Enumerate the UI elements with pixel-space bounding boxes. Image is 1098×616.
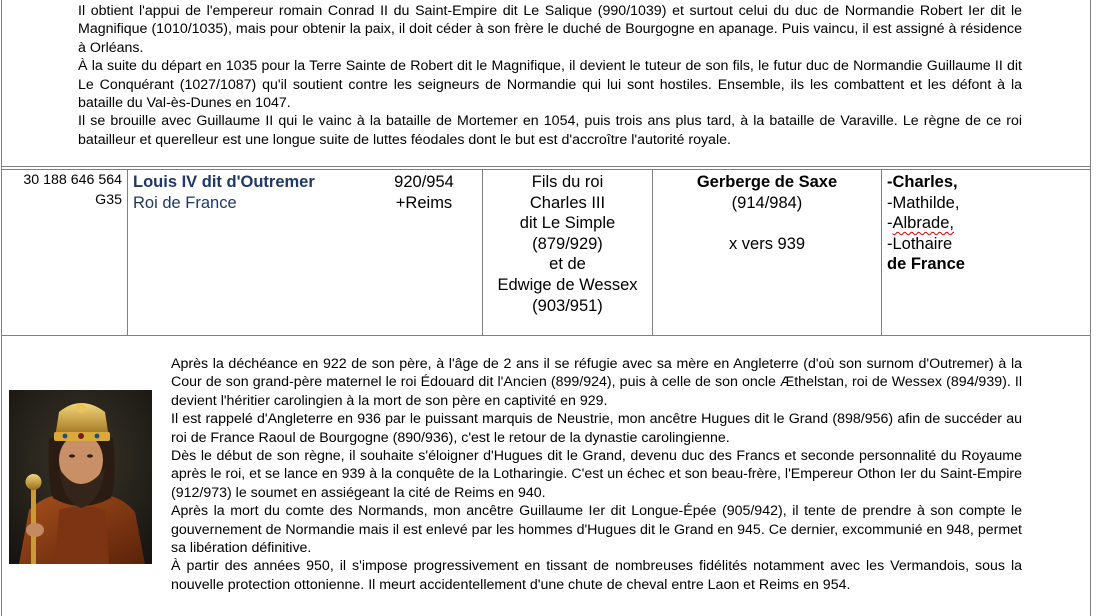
parents-cell — [483, 172, 652, 316]
child-item-continuation: de France — [887, 255, 965, 274]
bio-paragraph: À partir des années 950, il s'impose progressivement en tissant de nombreuses fidélités notamment avec les Vermandois, sous la nouvelle protection ottonienne. Il meurt accidentellement d'une chute de cheval entre Laon et Reims en 954. — [171, 558, 1022, 593]
dates-cell — [368, 172, 480, 213]
paragraph: Il obtient l'appui de l'empereur romain Conrad II du Saint-Empire dit Le Salique (990/1039) et surtout celui du duc de Normandie Robert Ier dit le Magnifique (1010/1035), mais pour obtenir la paix, il doit céder à son frère le duché de Bourgogne en apanage. Puis vaincu, il est assigné à résidence à Orléans. — [78, 3, 1022, 56]
bio-paragraph: Il est rappelé d'Angleterre en 936 par le puissant marquis de Neustrie, mon ancêtre Hugues dit le Grand (898/956) afin de succéder au roi de France Raoul de Bourgogne (890/936), c'est le retour de la dynastie carolingienne. — [171, 411, 1022, 446]
biography — [171, 355, 1022, 594]
parents-line: Edwige de Wessex — [497, 275, 638, 294]
generation-label: G35 — [95, 191, 122, 208]
col-divider-1 — [127, 170, 128, 335]
col-divider-4 — [881, 170, 882, 335]
spouse-name: Gerberge de Saxe — [696, 173, 838, 191]
parents-line: Fils du roi — [531, 173, 604, 191]
child-item: -Charles, — [887, 173, 958, 191]
parents-line: dit Le Simple — [519, 214, 616, 233]
row-separator-top — [1, 166, 1091, 170]
table-border-left — [1, 0, 2, 616]
bio-paragraph: Après la mort du comte des Normands, mon ancêtre Guillaume Ier dit Longue-Épée (905/942), il tente de prendre à son compte le gouvernement de Normandie mais il est enlevé par les hommes d'Hugues dit le Grand en 945. Ce dernier, excommunié en 948, permet sa libération définitive. — [171, 503, 1022, 557]
child-name-misspelled: Albrade, — [892, 214, 954, 233]
child-item: -Lothaire — [887, 234, 953, 253]
top-paragraphs — [78, 2, 1022, 149]
child-item: -Mathilde, — [887, 193, 960, 212]
parents-line: (879/929) — [532, 234, 603, 253]
parents-line: Charles III — [529, 193, 606, 212]
children-cell — [887, 172, 1087, 275]
child-item — [887, 213, 1087, 234]
spacer — [653, 213, 881, 234]
life-dates: 920/954 — [394, 173, 454, 191]
death-place: +Reims — [395, 193, 453, 212]
marriage-date: x vers 939 — [728, 234, 806, 253]
spouse-dates: (914/984) — [731, 193, 803, 212]
portrait-image — [9, 390, 152, 564]
person-title: Roi de France — [133, 193, 237, 212]
row-separator-bottom — [1, 335, 1091, 336]
paragraph: Il se brouille avec Guillaume II qui le vainc à la bataille de Mortemer en 1054, puis trois ans plus tard, à la bataille de Varaville. Le règne de ce roi batailleur et querelleur est une longue suite de luttes féodales dont le but est d'accroître l'autorité royale. — [78, 113, 1022, 148]
bio-paragraph: Dès le début de son règne, il souhaite s'éloigner d'Hugues dit le Grand, devenu duc des Francs et seconde personnalité du Royaume après le roi, et se lance en 939 à la conquête de la Lotharingie. C'est un échec et son beau-frère, l'Empereur Othon Ier du Saint-Empire (912/973) le soumet en assiégeant la cité de Reims en 940. — [171, 448, 1022, 501]
sosa-number: 30 188 646 564 — [23, 172, 122, 188]
paragraph: À la suite du départ en 1035 pour la Terre Sainte de Robert dit le Magnifique, il devient le tuteur de son fils, le futur duc de Normandie Guillaume II dit Le Conquérant (1027/1087) qu'il soutient contre les seigneurs de Normandie qui lui sont hostiles. Ensemble, ils les combattent et les défont à la bataille du Val-ès-Dunes en 1047. — [78, 58, 1022, 112]
sosa-number-cell — [4, 171, 122, 210]
bio-paragraph: Après la déchéance en 922 de son père, à l'âge de 2 ans il se réfugie avec sa mère en Angleterre (d'où son surnom d'Outremer) à la Cour de son grand-père maternel le roi Édouard dit l'Ancien (899/924), puis à celle de son oncle Æthelstan, roi de Wessex (894/939). Il devient l'héritier carolingien à la mort de son père en captivité en 929. — [171, 356, 1022, 409]
spouse-cell — [653, 172, 881, 254]
person-name: Louis IV dit d'Outremer — [133, 173, 315, 191]
parents-line: et de — [549, 255, 586, 274]
table-border-right — [1090, 0, 1091, 616]
child-dash: - — [887, 214, 893, 233]
parents-line: (903/951) — [532, 296, 603, 315]
